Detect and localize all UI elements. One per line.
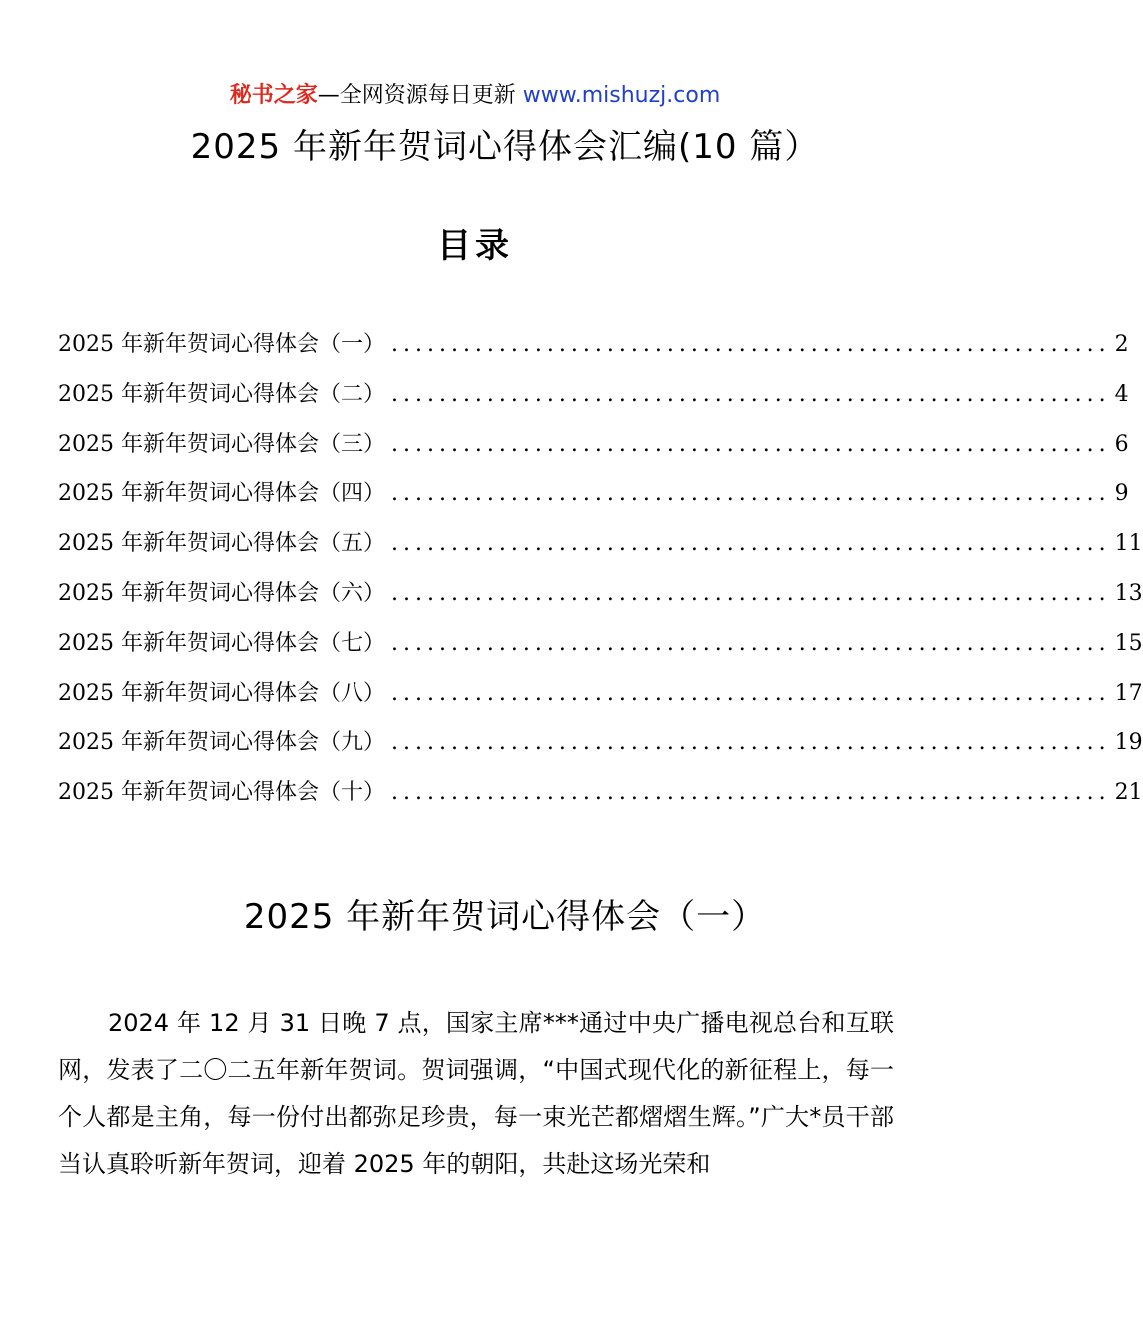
toc-leader-dots: ............................................................	[390, 481, 1111, 507]
toc-heading: 目录	[437, 226, 513, 266]
body-paragraph: 2024 年 12 月 31 日晚 7 点，国家主席***通过中央广播电视总台和互联网，发表了二〇二五年新年贺词。贺词强调，“中国式现代化的新征程上，每一个人都是主角，每一份付出都弥足珍贵，每一束光芒都熠熠生辉。”广大*员干部当认真聆听新年贺词，迎着 2025 年的朝阳，共赴这场光荣和	[58, 1009, 894, 1178]
site-url-link[interactable]: www.mishuzj.com	[522, 83, 721, 108]
toc-entry-label: 2025 年新年贺词心得体会（三）	[58, 431, 385, 457]
toc-leader-dots: ............................................................	[390, 630, 1111, 656]
brand-name: 秘书之家	[229, 83, 318, 108]
toc-leader-dots: ............................................................	[390, 580, 1111, 606]
toc-leader-dots: ............................................................	[390, 780, 1111, 806]
toc-page-number: 2	[1114, 332, 1129, 357]
toc-entry-label: 2025 年新年贺词心得体会（一）	[58, 332, 385, 357]
toc-entry[interactable]	[58, 627, 1143, 677]
toc-page-number: 9	[1114, 481, 1129, 507]
toc-page-number: 15	[1114, 630, 1143, 656]
toc-page-number: 13	[1114, 580, 1143, 606]
banner-tagline: —全网资源每日更新	[317, 83, 516, 108]
toc-leader-dots: ............................................................	[390, 381, 1111, 407]
toc-entry[interactable]	[58, 477, 1129, 527]
toc-entry[interactable]	[58, 726, 1143, 776]
toc-leader-dots: ............................................................	[390, 730, 1111, 756]
document-title: 2025 年新年贺词心得体会汇编(10 篇）	[190, 127, 820, 167]
toc-entry-label: 2025 年新年贺词心得体会（五）	[58, 531, 385, 557]
toc-leader-dots: ............................................................	[390, 332, 1111, 357]
toc-entry[interactable]	[58, 577, 1143, 627]
toc-page-number: 4	[1114, 381, 1129, 407]
toc-page-number: 21	[1114, 780, 1143, 806]
toc-entry[interactable]	[58, 378, 1129, 428]
toc-entry-label: 2025 年新年贺词心得体会（十）	[58, 780, 385, 806]
toc-entry[interactable]	[58, 428, 1129, 478]
toc-entry-label: 2025 年新年贺词心得体会（七）	[58, 630, 385, 656]
table-of-contents	[58, 328, 1143, 826]
toc-entry-label: 2025 年新年贺词心得体会（二）	[58, 381, 385, 407]
header-banner	[0, 80, 950, 112]
toc-page-number: 11	[1114, 531, 1143, 557]
toc-entry[interactable]	[58, 776, 1143, 826]
toc-entry-label: 2025 年新年贺词心得体会（四）	[58, 481, 385, 507]
toc-page-number: 19	[1114, 730, 1143, 756]
toc-entry-label: 2025 年新年贺词心得体会（九）	[58, 730, 385, 756]
section-title: 2025 年新年贺词心得体会（一）	[243, 897, 767, 937]
toc-entry[interactable]	[58, 677, 1143, 727]
toc-entry-label: 2025 年新年贺词心得体会（八）	[58, 680, 385, 706]
toc-entry-label: 2025 年新年贺词心得体会（六）	[58, 580, 385, 606]
toc-page-number: 6	[1114, 431, 1129, 457]
toc-entry[interactable]	[58, 527, 1143, 577]
toc-leader-dots: ............................................................	[390, 531, 1111, 557]
toc-leader-dots: ............................................................	[390, 680, 1111, 706]
toc-entry[interactable]	[58, 328, 1129, 378]
toc-leader-dots: ............................................................	[390, 431, 1111, 457]
toc-page-number: 17	[1114, 680, 1143, 706]
